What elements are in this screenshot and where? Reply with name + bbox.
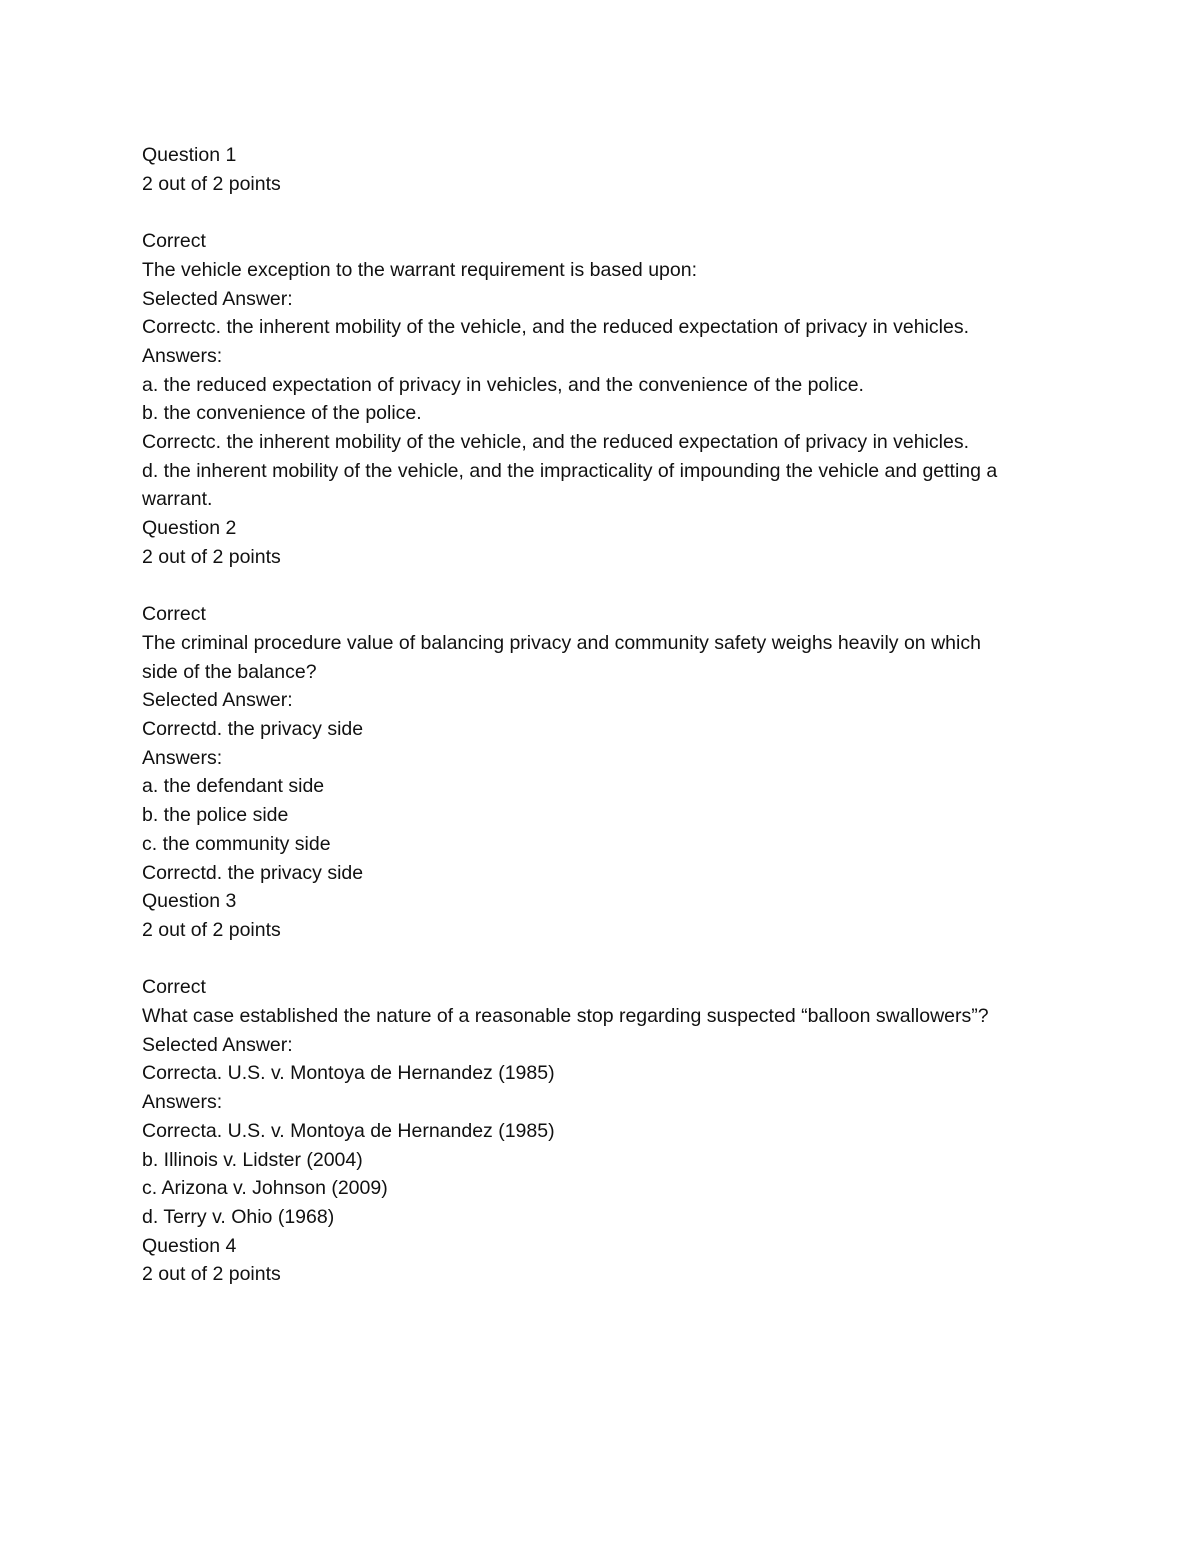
question-2-answer-d: Correctd. the privacy side xyxy=(142,861,364,884)
question-1-answer-c: Correctc. the inherent mobility of the vehicle, and the reduced expectation of privacy in vehicles. xyxy=(142,431,970,454)
spacer xyxy=(142,198,1042,227)
question-3-selected-label: Selected Answer: xyxy=(142,1033,293,1056)
question-4-heading: Question 4 xyxy=(142,1234,237,1257)
question-3-selected-answer: Correcta. U.S. v. Montoya de Hernandez (1985) xyxy=(142,1062,555,1085)
question-1-answer-d: d. the inherent mobility of the vehicle, and the impracticality of impounding the vehicle and getting a warrant. xyxy=(142,459,998,511)
question-2-selected-label: Selected Answer: xyxy=(142,689,293,712)
question-1-status: Correct xyxy=(142,230,206,253)
question-4-points: 2 out of 2 points xyxy=(142,1263,281,1286)
question-3-answer-d: d. Terry v. Ohio (1968) xyxy=(142,1205,335,1228)
question-3-status: Correct xyxy=(142,976,206,999)
spacer xyxy=(142,945,1042,974)
question-3-answer-b: b. Illinois v. Lidster (2004) xyxy=(142,1148,363,1171)
document-page xyxy=(142,141,1042,1289)
question-1-heading: Question 1 xyxy=(142,144,237,166)
question-3-heading: Question 3 xyxy=(142,890,237,913)
question-2-status: Correct xyxy=(142,603,206,626)
question-2-selected-answer: Correctd. the privacy side xyxy=(142,718,364,741)
question-1-answers-label: Answers: xyxy=(142,344,223,367)
spacer xyxy=(142,572,1042,601)
question-1-points: 2 out of 2 points xyxy=(142,172,281,195)
question-1-prompt: The vehicle exception to the warrant requirement is based upon: xyxy=(142,258,697,281)
question-2-answers-label: Answers: xyxy=(142,746,223,769)
question-1-selected-answer: Correctc. the inherent mobility of the vehicle, and the reduced expectation of privacy in vehicles. xyxy=(142,316,970,339)
question-2-answer-c: c. the community side xyxy=(142,832,331,855)
question-1-answer-a: a. the reduced expectation of privacy in vehicles, and the convenience of the police. xyxy=(142,373,864,396)
question-2-heading: Question 2 xyxy=(142,517,237,540)
question-3-answer-a: Correcta. U.S. v. Montoya de Hernandez (1985) xyxy=(142,1119,555,1142)
question-2-prompt: The criminal procedure value of balancing privacy and community safety weighs heavily on which side of the balance? xyxy=(142,631,981,683)
question-1-selected-label: Selected Answer: xyxy=(142,287,293,310)
question-2-points: 2 out of 2 points xyxy=(142,545,281,568)
question-2-answer-a: a. the defendant side xyxy=(142,775,325,798)
question-3-points: 2 out of 2 points xyxy=(142,918,281,941)
question-3-prompt: What case established the nature of a reasonable stop regarding suspected “balloon swallowers”? xyxy=(142,1005,989,1028)
question-3-answers-label: Answers: xyxy=(142,1091,223,1114)
question-3-answer-c: c. Arizona v. Johnson (2009) xyxy=(142,1177,388,1200)
question-1-answer-b: b. the convenience of the police. xyxy=(142,402,422,425)
question-2-answer-b: b. the police side xyxy=(142,804,289,827)
